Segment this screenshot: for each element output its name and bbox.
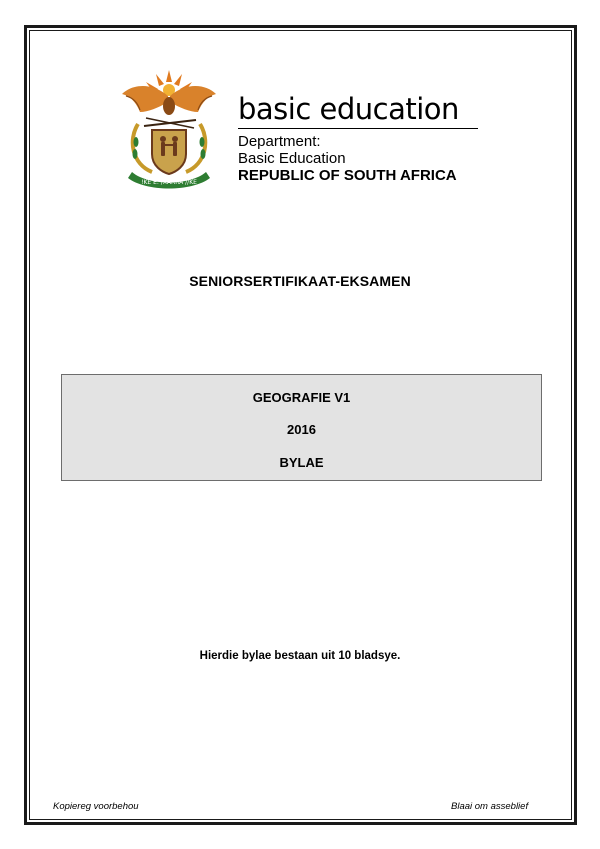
exam-year: 2016 (287, 422, 316, 437)
subject-name: GEOGRAFIE V1 (252, 390, 351, 405)
brand-underline (238, 128, 478, 129)
footer-copyright: Kopiereg voorbehou (53, 801, 139, 812)
document-type: BYLAE (279, 455, 324, 470)
footer-turn-page: Blaai om asseblief (451, 801, 529, 812)
brand-wordmark: basic education (238, 92, 459, 126)
page-count-note: Hierdie bylae bestaan uit 10 bladsye. (199, 650, 401, 662)
subject-box (61, 374, 542, 481)
department-header (238, 92, 488, 184)
department-label: Department: (238, 133, 321, 150)
department-name: Basic Education (238, 150, 346, 167)
coat-of-arms-icon (118, 68, 220, 190)
crest-motto: !KE E: /XARRA //KE (141, 179, 197, 186)
exam-title: SENIORSERTIFIKAAT-EKSAMEN (189, 273, 411, 289)
country-name: REPUBLIC OF SOUTH AFRICA (238, 167, 457, 184)
